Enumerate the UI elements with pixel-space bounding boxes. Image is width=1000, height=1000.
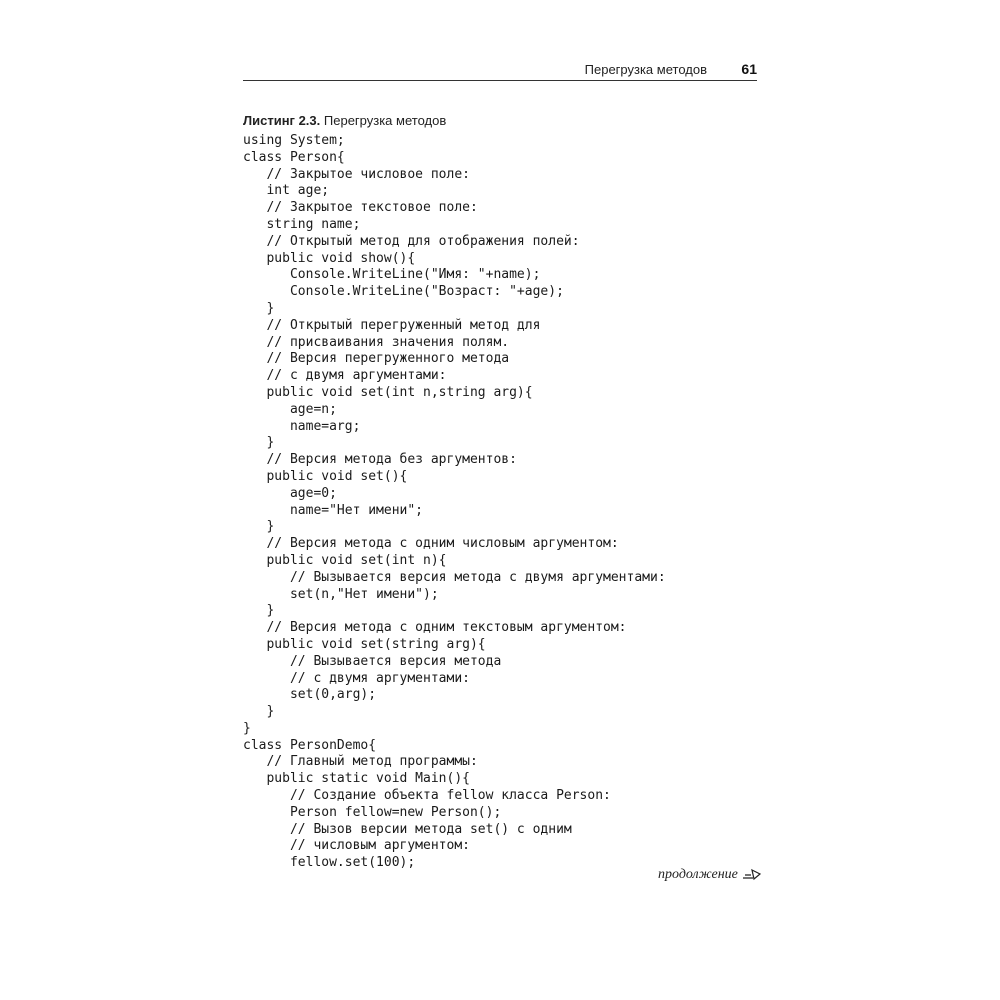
code-line: // Главный метод программы: (243, 754, 478, 770)
code-line: fellow.set(100); (243, 855, 416, 871)
code-line: // Открытый перегруженный метод для (243, 317, 541, 333)
code-line: } (243, 704, 275, 720)
code-line: Person fellow=new Person(); (243, 804, 502, 820)
code-line: // присваивания значения полям. (243, 334, 510, 350)
continuation-note (658, 867, 762, 886)
code-line: public void show(){ (243, 250, 416, 266)
code-line: } (243, 720, 251, 736)
code-line: class Person{ (243, 149, 345, 165)
page-number: 61 (741, 61, 757, 77)
code-line: // Закрытое числовое поле: (243, 166, 470, 182)
code-line: set(n,"Нет имени"); (243, 586, 439, 602)
code-line: Console.WriteLine("Имя: "+name); (243, 267, 541, 283)
code-line: set(0,arg); (243, 687, 377, 703)
listing-title: Перегрузка методов (323, 113, 447, 128)
code-line: // Вызывается версия метода (243, 653, 502, 669)
code-line: // Версия метода с одним текстовым аргументом: (243, 620, 627, 636)
running-title: Перегрузка методов (584, 62, 707, 77)
code-line: // числовым аргументом: (243, 838, 470, 854)
code-listing (243, 133, 666, 872)
code-line: // Открытый метод для отображения полей: (243, 233, 580, 249)
code-line: string name; (243, 216, 361, 232)
code-line: // Создание объекта fellow класса Person: (243, 788, 611, 804)
code-line: int age; (243, 183, 330, 199)
code-line: // Вызывается версия метода с двумя аргументами: (243, 569, 666, 585)
code-line: class PersonDemo{ (243, 737, 377, 753)
code-line: Console.WriteLine("Возраст: "+age); (243, 284, 564, 300)
code-line: age=0; (243, 485, 337, 501)
code-line: age=n; (243, 401, 337, 417)
code-line: // Закрытое текстовое поле: (243, 200, 478, 216)
code-line: public static void Main(){ (243, 771, 470, 787)
listing-label: Листинг 2.3. (243, 113, 321, 128)
code-line: // с двумя аргументами: (243, 368, 447, 384)
code-line: } (243, 603, 275, 619)
code-line: } (243, 519, 275, 535)
running-header (243, 58, 757, 81)
code-line: // Вызов версии метода set() с одним (243, 821, 572, 837)
code-line: public void set(){ (243, 468, 408, 484)
code-line: name=arg; (243, 418, 361, 434)
code-line: // с двумя аргументами: (243, 670, 470, 686)
code-line: public void set(int n){ (243, 552, 447, 568)
code-line: public void set(string arg){ (243, 636, 486, 652)
continuation-text: продолжение (658, 867, 738, 882)
listing-caption (243, 113, 446, 128)
code-line: public void set(int n,string arg){ (243, 384, 533, 400)
code-line: using System; (243, 133, 345, 148)
code-line: name="Нет имени"; (243, 502, 424, 518)
code-line: // Версия метода без аргументов: (243, 452, 517, 468)
continuation-arrow-icon (742, 867, 762, 886)
code-line: // Версия метода с одним числовым аргументом: (243, 536, 619, 552)
code-line: // Версия перегруженного метода (243, 351, 510, 367)
code-line: } (243, 300, 275, 316)
code-line: } (243, 435, 275, 451)
